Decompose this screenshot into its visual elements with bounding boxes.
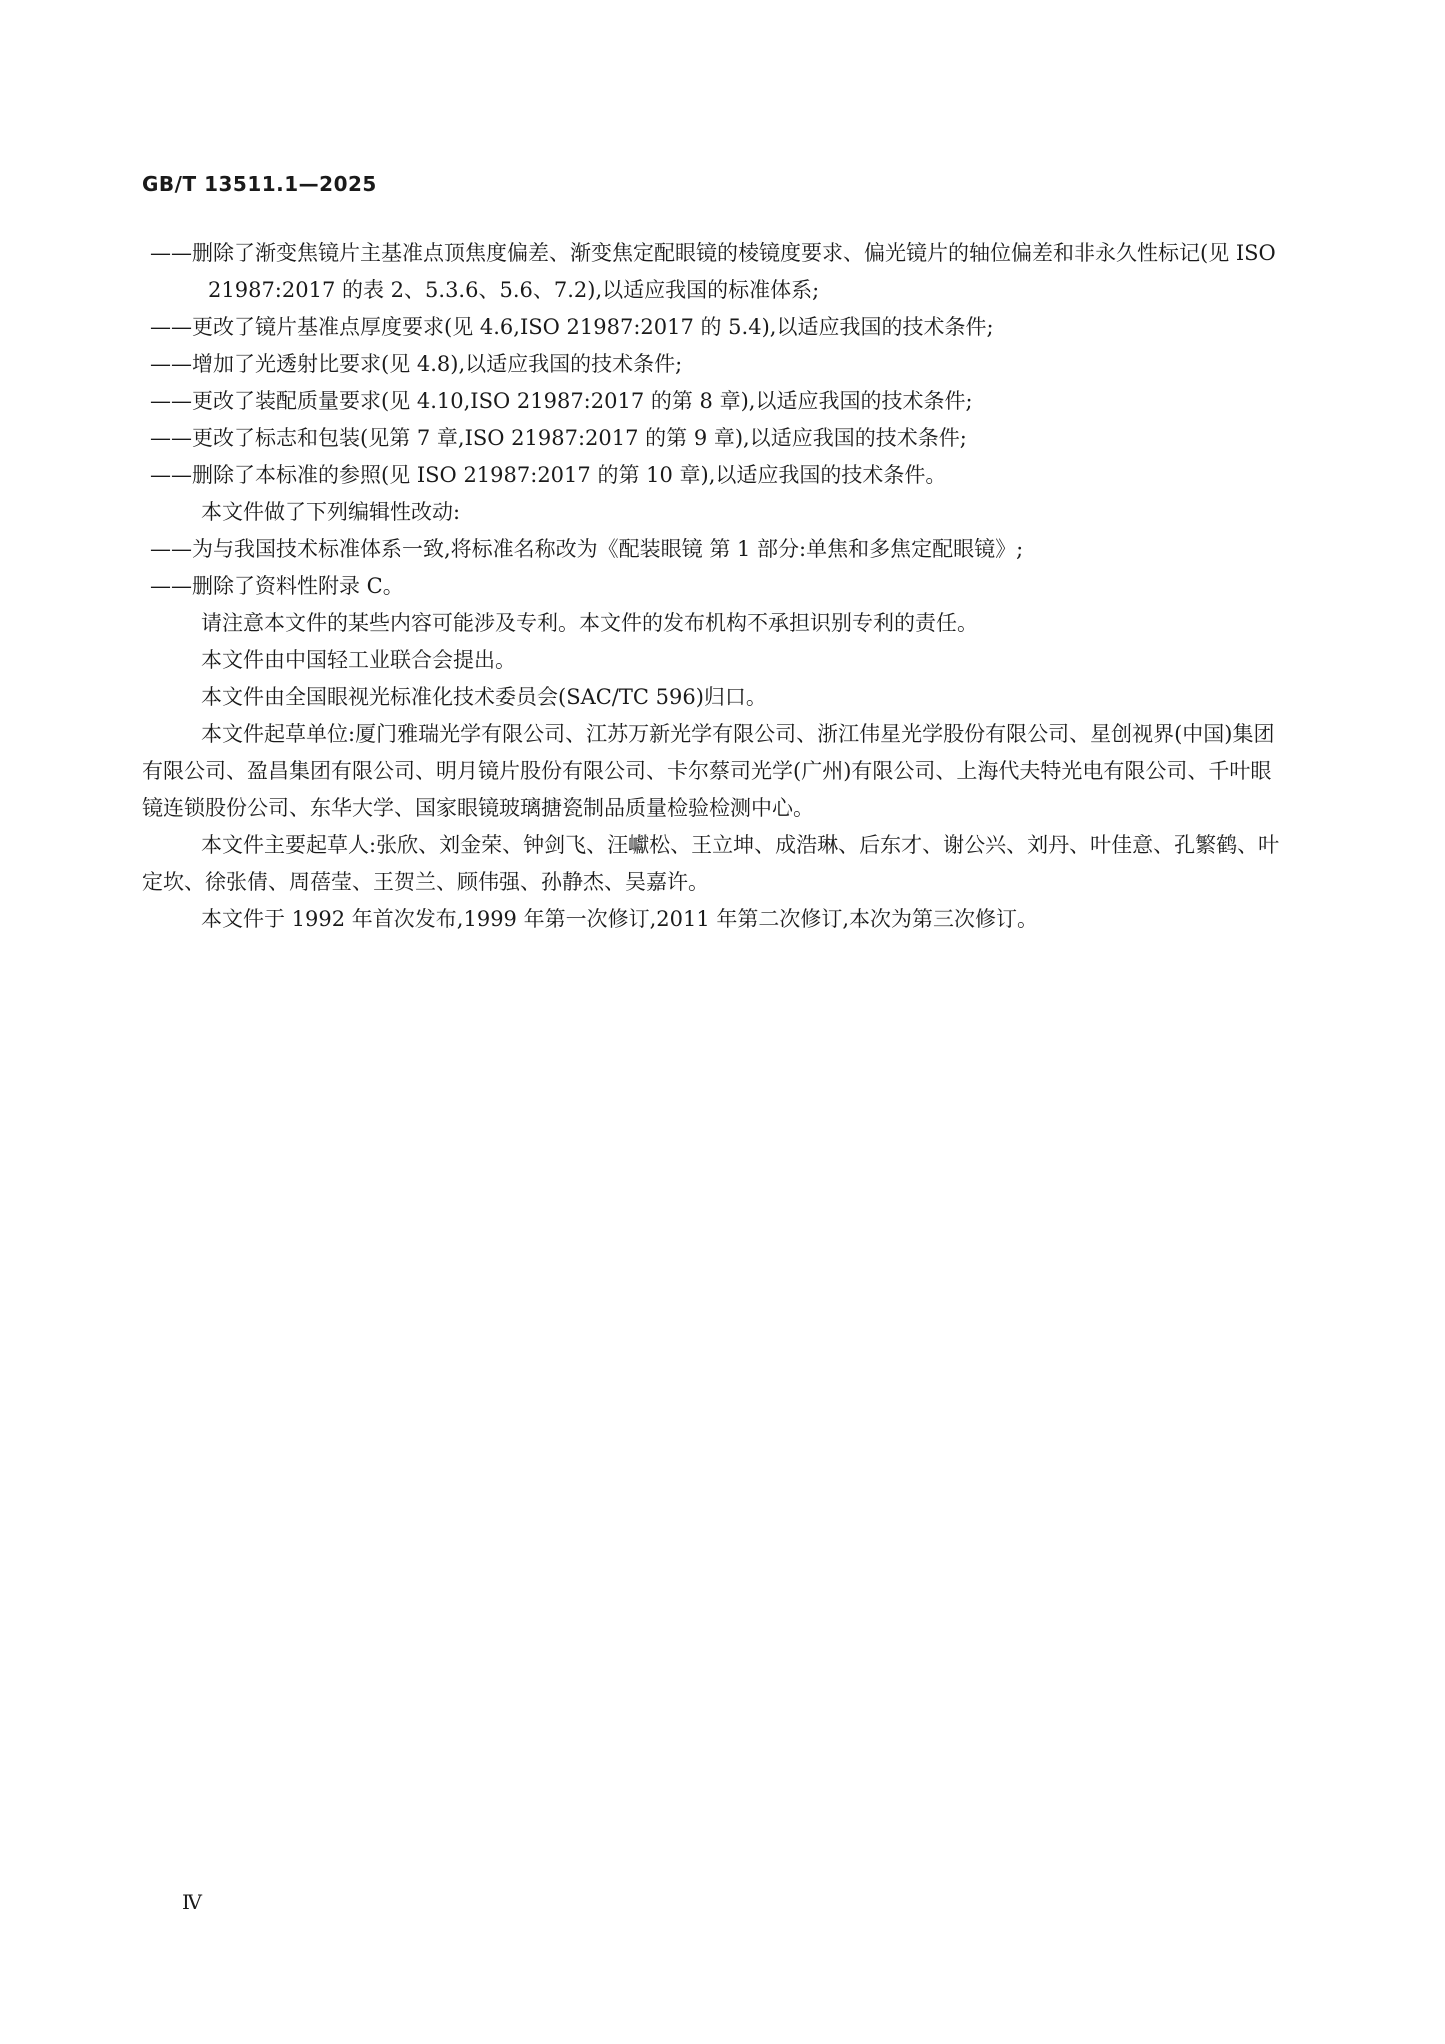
- change-item-1: ——删除了渐变焦镜片主基准点顶焦度偏差、渐变焦定配眼镜的棱镜度要求、偏光镜片的轴位偏差和非永久性标记(见 ISO 21987:2017 的表 2、5.3.6、5.6、7.2),以适应我国的标准体系;: [150, 241, 1283, 302]
- editorial-item-1: ——为与我国技术标准体系一致,将标准名称改为《配装眼镜 第 1 部分:单焦和多焦定配眼镜》;: [150, 537, 1024, 561]
- proposer-statement: 本文件由中国轻工业联合会提出。: [201, 648, 516, 672]
- main-drafters: 本文件主要起草人:张欣、刘金荣、钟剑飞、汪巘松、王立坤、成浩琳、后东才、谢公兴、刘丹、叶佳意、孔繁鹤、叶定坎、徐张倩、周蓓莹、王贺兰、顾伟强、孙静杰、吴嘉许。: [142, 833, 1280, 894]
- document-body: [142, 235, 1292, 938]
- change-item-3: ——增加了光透射比要求(见 4.8),以适应我国的技术条件;: [150, 352, 683, 376]
- drafting-units: 本文件起草单位:厦门雅瑞光学有限公司、江苏万新光学有限公司、浙江伟星光学股份有限公司、星创视界(中国)集团有限公司、盈昌集团有限公司、明月镜片股份有限公司、卡尔蔡司光学(广州)有限公司、上海代夫特光电有限公司、千叶眼镜连锁股份公司、东华大学、国家眼镜玻璃搪瓷制品质量检验检测中心。: [142, 722, 1275, 820]
- editorial-changes-intro: 本文件做了下列编辑性改动:: [201, 500, 461, 524]
- standard-id-header: GB/T 13511.1—2025: [142, 172, 377, 196]
- page-number: Ⅳ: [182, 1890, 202, 1914]
- change-item-5: ——更改了标志和包装(见第 7 章,ISO 21987:2017 的第 9 章),以适应我国的技术条件;: [150, 426, 967, 450]
- change-item-2: ——更改了镜片基准点厚度要求(见 4.6,ISO 21987:2017 的 5.4),以适应我国的技术条件;: [150, 315, 994, 339]
- change-item-4: ——更改了装配质量要求(见 4.10,ISO 21987:2017 的第 8 章),以适应我国的技术条件;: [150, 389, 973, 413]
- revision-history: 本文件于 1992 年首次发布,1999 年第一次修订,2011 年第二次修订,本次为第三次修订。: [201, 907, 1039, 931]
- editorial-item-2: ——删除了资料性附录 C。: [150, 574, 404, 598]
- change-item-6: ——删除了本标准的参照(见 ISO 21987:2017 的第 10 章),以适应我国的技术条件。: [150, 463, 947, 487]
- committee-statement: 本文件由全国眼视光标准化技术委员会(SAC/TC 596)归口。: [201, 685, 767, 709]
- patent-notice: 请注意本文件的某些内容可能涉及专利。本文件的发布机构不承担识别专利的责任。: [201, 611, 978, 635]
